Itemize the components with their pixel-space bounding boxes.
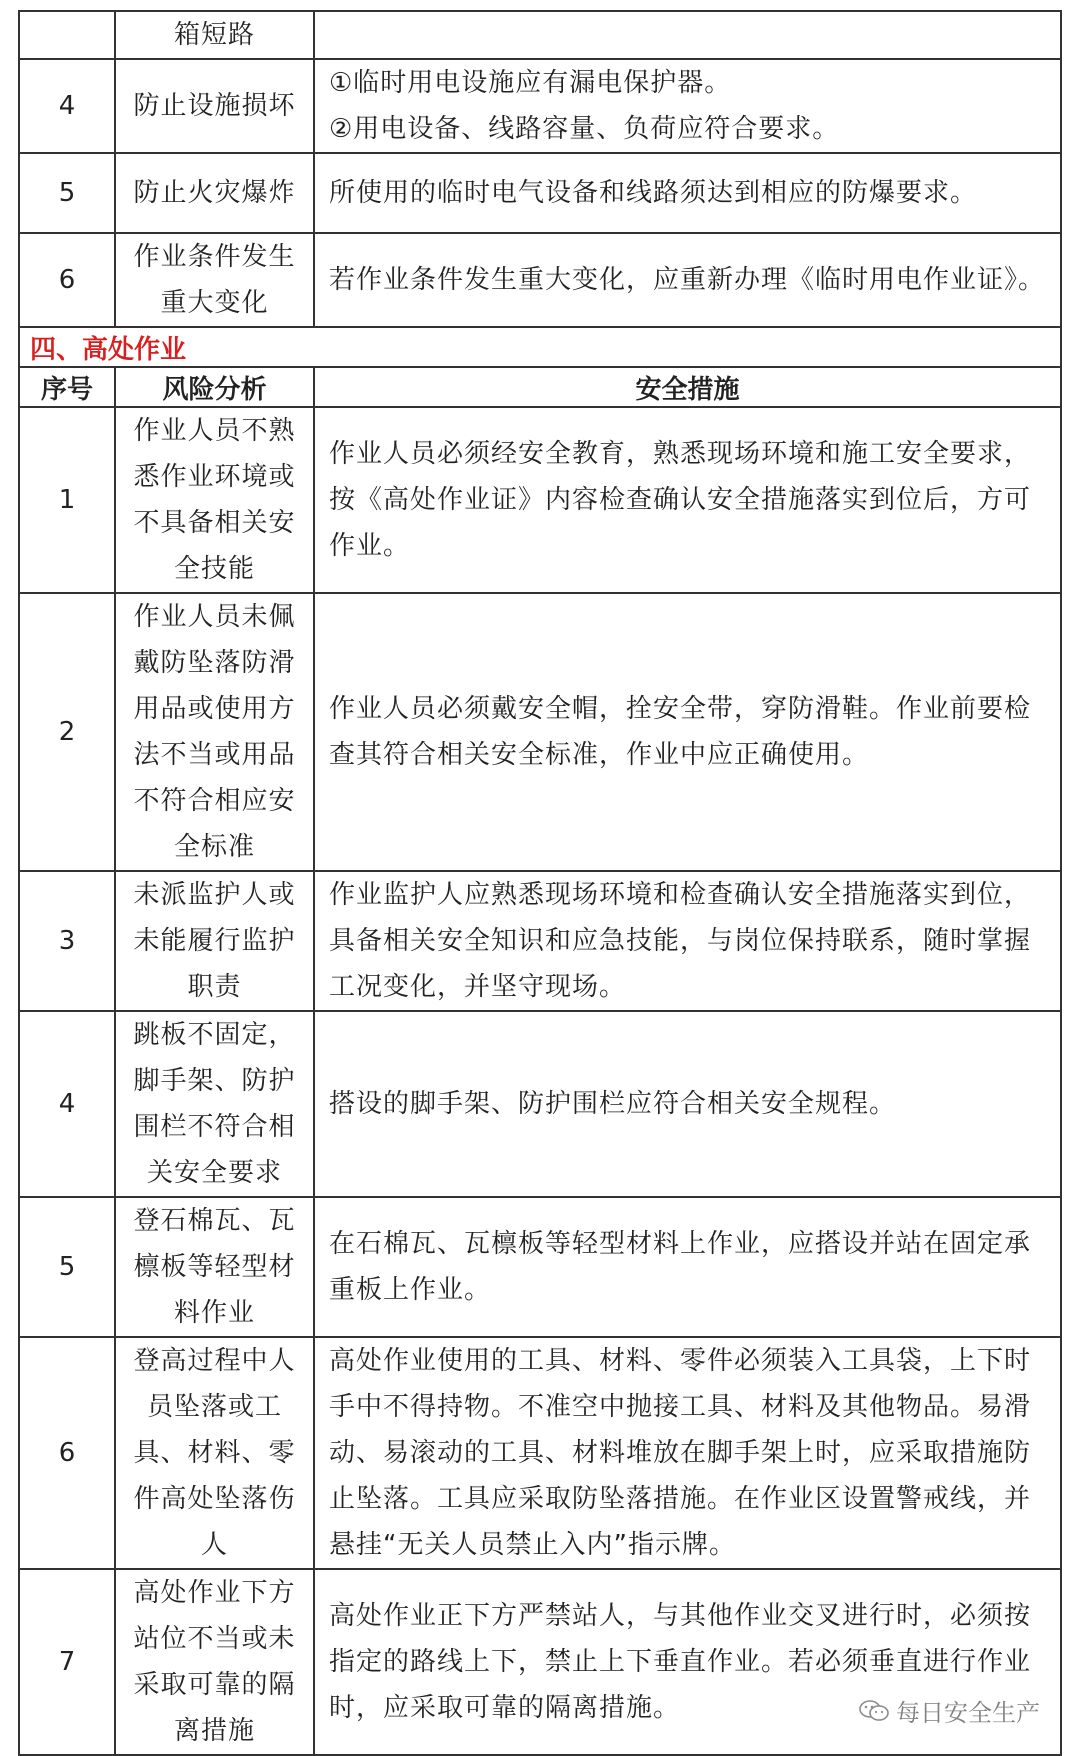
risk-analysis: 未派监护人或未能履行监护职责 <box>115 871 314 1011</box>
risk-analysis: 防止火灾爆炸 <box>115 153 314 233</box>
table-row <box>19 593 1061 871</box>
risk-analysis: 作业条件发生重大变化 <box>115 233 314 327</box>
row-number: 5 <box>19 153 115 233</box>
row-number: 5 <box>19 1197 115 1337</box>
section-row <box>19 327 1061 367</box>
section-title: 四、高处作业 <box>19 327 1061 367</box>
row-number: 1 <box>19 407 115 593</box>
watermark <box>858 1693 1040 1728</box>
header-number: 序号 <box>19 367 115 407</box>
table-row <box>19 153 1061 233</box>
table-row <box>19 11 1061 59</box>
safety-measures-table <box>18 10 1062 1756</box>
table-row <box>19 233 1061 327</box>
watermark-text: 每日安全生产 <box>896 1699 1040 1727</box>
safety-measures: 在石棉瓦、瓦檩板等轻型材料上作业，应搭设并站在固定承重板上作业。 <box>314 1197 1061 1337</box>
safety-measures: 作业人员必须戴安全帽，拴安全带，穿防滑鞋。作业前要检查其符合相关安全标准，作业中应正确使用。 <box>314 593 1061 871</box>
row-number <box>19 11 115 59</box>
row-number: 4 <box>19 59 115 153</box>
table-row <box>19 1197 1061 1337</box>
row-number: 2 <box>19 593 115 871</box>
risk-analysis: 箱短路 <box>115 11 314 59</box>
table-row <box>19 407 1061 593</box>
row-number: 6 <box>19 233 115 327</box>
measure-line: ①临时用电设施应有漏电保护器。 <box>329 68 732 98</box>
risk-analysis: 登石棉瓦、瓦檩板等轻型材料作业 <box>115 1197 314 1337</box>
safety-measures <box>314 59 1061 153</box>
safety-measures: 所使用的临时电气设备和线路须达到相应的防爆要求。 <box>314 153 1061 233</box>
safety-measures: 高处作业使用的工具、材料、零件必须装入工具袋，上下时手中不得持物。不准空中抛接工具、材料及其他物品。易滑动、易滚动的工具、材料堆放在脚手架上时，应采取措施防止坠落。工具应采取防坠落措施。在作业区设置警戒线，并悬挂“无关人员禁止入内”指示牌。 <box>314 1337 1061 1569</box>
risk-analysis: 作业人员不熟悉作业环境或不具备相关安全技能 <box>115 407 314 593</box>
row-number: 6 <box>19 1337 115 1569</box>
measure-line: ②用电设备、线路容量、负荷应符合要求。 <box>329 114 840 144</box>
risk-analysis: 作业人员未佩戴防坠落防滑用品或使用方法不当或用品不符合相应安全标准 <box>115 593 314 871</box>
risk-analysis: 防止设施损坏 <box>115 59 314 153</box>
safety-measures: 作业人员必须经安全教育，熟悉现场环境和施工安全要求，按《高处作业证》内容检查确认安全措施落实到位后，方可作业。 <box>314 407 1061 593</box>
row-number: 7 <box>19 1569 115 1755</box>
safety-table-sheet <box>18 10 1062 1756</box>
table-row <box>19 59 1061 153</box>
risk-analysis: 高处作业下方站位不当或未采取可靠的隔离措施 <box>115 1569 314 1755</box>
row-number: 4 <box>19 1011 115 1197</box>
row-number: 3 <box>19 871 115 1011</box>
risk-analysis: 登高过程中人员坠落或工具、材料、零件高处坠落伤人 <box>115 1337 314 1569</box>
header-measures: 安全措施 <box>314 367 1061 407</box>
table-row <box>19 1337 1061 1569</box>
table-row <box>19 1011 1061 1197</box>
wechat-icon <box>858 1699 890 1723</box>
safety-measures: 搭设的脚手架、防护围栏应符合相关安全规程。 <box>314 1011 1061 1197</box>
safety-measures: 若作业条件发生重大变化，应重新办理《临时用电作业证》。 <box>314 233 1061 327</box>
safety-measures: 作业监护人应熟悉现场环境和检查确认安全措施落实到位，具备相关安全知识和应急技能，与岗位保持联系，随时掌握工况变化，并坚守现场。 <box>314 871 1061 1011</box>
risk-analysis: 跳板不固定，脚手架、防护围栏不符合相关安全要求 <box>115 1011 314 1197</box>
safety-measures: 高处作业正下方严禁站人，与其他作业交叉进行时，必须按指定的路线上下，禁止上下垂直作业。若必须垂直进行作业时，应采取可靠的隔离措施。 <box>314 1569 1061 1755</box>
safety-measures <box>314 11 1061 59</box>
header-risk: 风险分析 <box>115 367 314 407</box>
header-row <box>19 367 1061 407</box>
table-row <box>19 871 1061 1011</box>
